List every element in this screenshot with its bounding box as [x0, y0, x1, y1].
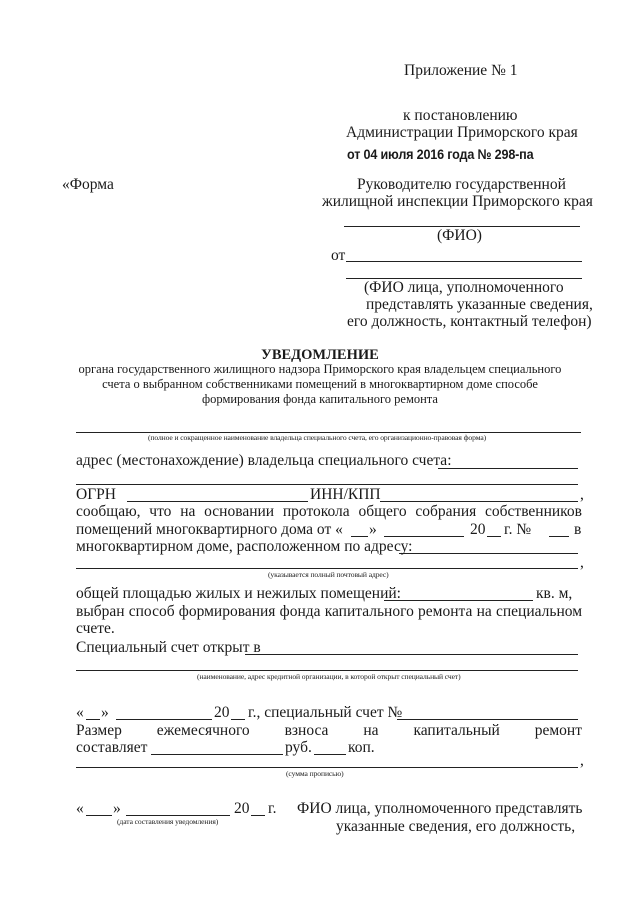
contribution-label: Размер ежемесячного взноса на капитальный ремонт: [76, 722, 582, 739]
rub-label: руб.: [285, 739, 312, 756]
date-year: 20: [234, 800, 250, 817]
date-quote-close: »: [113, 800, 121, 817]
date-quote-open: «: [76, 800, 84, 817]
account-year: 20: [214, 704, 230, 721]
report-line-2-year: 20: [470, 521, 486, 538]
address-label: адрес (местонахождение) владельца специального счета:: [76, 452, 452, 469]
bank-name-line: [245, 654, 578, 655]
account-year-line: [231, 719, 245, 720]
house-address-continuation-line: [76, 568, 578, 569]
amount-in-words-line: [76, 767, 578, 768]
postal-caption: (указывается полный почтовый адрес): [268, 570, 389, 579]
account-number-line: [397, 719, 578, 720]
chosen-method-line-2: счете.: [76, 620, 115, 637]
sender-hint-2: представлять указанные сведения,: [366, 296, 593, 313]
amount-label: составляет: [76, 739, 148, 756]
addressee-fio-hint: (ФИО): [437, 227, 482, 244]
inn-kpp-field-line: [380, 501, 578, 502]
kop-field-line: [314, 754, 346, 755]
owner-caption: (полное и сокращенное наименование владельца специального счета, его организационно-правовая форма): [148, 433, 487, 442]
report-line-2-end: в: [574, 521, 582, 538]
date-g: г.: [268, 800, 277, 817]
ogrn-field-line: [127, 501, 308, 502]
report-line-2-number: г. №: [504, 521, 532, 538]
address-field-line: [438, 468, 578, 469]
title-subtitle-2: счета о выбранном собственниками помещений в многоквартирном доме способе: [102, 377, 538, 391]
representative-line-2: указанные сведения, его должность,: [336, 818, 576, 835]
form-label: «Форма: [62, 176, 114, 193]
rub-field-line: [151, 754, 283, 755]
addressee-line-2: жилищной инспекции Приморского края: [322, 193, 593, 210]
account-month-line: [116, 719, 212, 720]
ogrn-label: ОГРН: [76, 486, 116, 503]
sender-hint-3: его должность, контактный телефон): [347, 313, 592, 330]
sum-caption: (сумма прописью): [286, 769, 344, 778]
date-year-line: [251, 815, 265, 816]
administration: Администрации Приморского края: [346, 124, 578, 141]
protocol-day-line: [351, 536, 368, 537]
sender-line-1: [346, 261, 582, 262]
area-field-line: [384, 600, 533, 601]
chosen-method-line-1: выбран способ формирования фонда капитального ремонта на специальном: [76, 603, 582, 620]
area-unit: кв. м,: [536, 585, 573, 602]
area-label: общей площадью жилых и нежилых помещений:: [76, 585, 401, 602]
amount-comma: ,: [580, 752, 584, 769]
house-address-line: [399, 553, 578, 554]
kop-label: коп.: [348, 739, 375, 756]
representative-line-1: ФИО лица, уполномоченного представлять: [297, 800, 583, 817]
house-address-comma: ,: [580, 554, 584, 571]
title-subtitle-1: органа государственного жилищного надзора Приморского края владельцем специального: [78, 362, 562, 376]
report-line-2-quote: »: [369, 521, 377, 538]
date-month-line: [126, 815, 230, 816]
inn-kpp-label: ИНН/КПП: [310, 486, 381, 503]
title-subtitle-3: формирования фонда капитального ремонта: [202, 392, 438, 406]
ogrn-comma: ,: [580, 486, 584, 503]
bank-caption: (наименование, адрес кредитной организации, в которой открыт специальный счет): [197, 672, 461, 681]
document-title: УВЕДОМЛЕНИЕ: [261, 347, 379, 363]
report-line-1: сообщаю, что на основании протокола общего собрания собственников: [76, 503, 582, 520]
decree-reference: от 04 июля 2016 года № 298-па: [347, 146, 534, 162]
sender-hint-1: (ФИО лица, уполномоченного: [364, 279, 564, 296]
addressee-line-1: Руководителю государственной: [357, 176, 566, 193]
address-continuation-line: [76, 484, 578, 485]
bank-name-continuation-line: [76, 670, 578, 671]
account-number-label: г., специальный счет №: [248, 704, 403, 721]
report-line-2-start: помещений многоквартирного дома от «: [76, 521, 343, 538]
account-date-quote-open: «: [76, 704, 84, 721]
protocol-year-line: [487, 536, 501, 537]
appendix-number: Приложение № 1: [404, 62, 518, 79]
protocol-month-line: [384, 536, 464, 537]
account-day-line: [86, 719, 100, 720]
from-label: от: [331, 247, 346, 264]
account-opened-label: Специальный счет открыт в: [76, 639, 261, 656]
to-decree: к постановлению: [403, 107, 518, 124]
date-caption: (дата составления уведомления): [117, 817, 219, 826]
date-day-line: [86, 815, 112, 816]
account-date-quote-close: »: [101, 704, 109, 721]
protocol-number-line: [549, 536, 569, 537]
report-line-3: многоквартирном доме, расположенном по адресу:: [76, 538, 413, 555]
